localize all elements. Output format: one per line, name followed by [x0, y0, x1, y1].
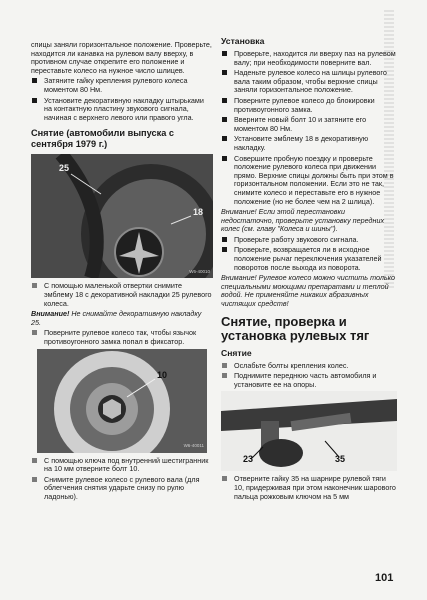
bullet-square-icon — [222, 136, 227, 141]
bullet-square-icon — [222, 98, 227, 103]
bullet-square-icon — [32, 98, 37, 103]
bullet-square-icon — [222, 476, 227, 481]
list-item: Совершите пробную поездку и проверьте положение рулевого колеса при движении прямо. Верхние спицы должны быть при этом в горизонтальном положении. Если это не так, снимите колесо и переставьте его в нужное положение (но не более чем на 2 шлица). — [221, 155, 397, 207]
list-item: Снимите рулевое колесо с рулевого вала (для облегчения снятия ударьте снизу по рулю ладонью). — [31, 476, 213, 502]
steering-wheel-photo — [31, 154, 213, 278]
photo-code: W6-40011 — [183, 442, 204, 448]
list-item: Отверните гайку 35 на шарнире рулевой тяги 10, придерживая при этом наконечник шарового пальца рожковым ключом на 5 мм — [221, 475, 397, 501]
list-item: Поверните рулевое колесо так, чтобы язычок противоугонного замка попал в фиксатор. — [31, 329, 213, 346]
photo-code: W6-40010 — [189, 268, 210, 274]
bullet-square-icon — [32, 283, 37, 288]
bullet-square-icon — [222, 117, 227, 122]
callout-label: 18 — [193, 207, 204, 218]
bullet-square-icon — [222, 156, 227, 161]
callout-label: 10 — [157, 369, 168, 380]
list-item: Затяните гайку крепления рулевого колеса моментом 80 Нм. — [31, 77, 213, 94]
section-heading: Установка — [221, 36, 265, 46]
list-item: Поднимите переднюю часть автомобиля и установите ее на опоры. — [221, 372, 397, 389]
left-column — [31, 41, 213, 503]
bullet-square-icon — [32, 330, 37, 335]
warning-note: Внимание! Если этой перестановки недостаточно, проверьте установку передних колес (см. главу "Колеса и шины"). — [221, 207, 385, 234]
bullet-square-icon — [222, 363, 227, 368]
bullet-square-icon — [222, 247, 227, 252]
chapter-heading: Снятие, проверка и установка рулевых тяг — [221, 313, 370, 343]
callout-label: 23 — [243, 454, 254, 465]
list-item: Ослабьте болты крепления колес. — [221, 362, 397, 371]
page-number: 101 — [375, 572, 394, 584]
section-heading: Снятие (автомобили выпуска с сентября 1979 г.) — [31, 128, 174, 150]
list-item: Установите декоративную накладку штырьками на контактную пластину звукового сигнала, начиная с верхнего левого или правого угла. — [31, 97, 213, 123]
list-item: Вверните новый болт 10 и затяните его моментом 80 Нм. — [221, 116, 397, 133]
warning-note: Внимание! Не снимайте декоративную накладку 25. — [31, 309, 202, 327]
list-item: Проверьте, возвращается ли в исходное положение рычаг переключения указателей поворотов после выхода из поворота. — [221, 246, 397, 272]
list-item: Проверьте работу звукового сигнала. — [221, 236, 397, 245]
bullet-square-icon — [222, 70, 227, 75]
list-item: Проверьте, находится ли вверху паз на рулевом валу; при необходимости поверните вал. — [221, 50, 397, 67]
intro-text: спицы заняли горизонтальное положение. Проверьте, находится ли канавка на рулевом валу вверху, в противном случае открепите его положение и переставьте колесо на нужное число шлицев. — [31, 40, 212, 75]
bullet-square-icon — [32, 458, 37, 463]
list-item: С помощью ключа под внутренний шестигранник на 10 мм отверните болт 10. — [31, 457, 213, 474]
bolt-photo — [37, 349, 207, 453]
list-item: Установите эмблему 18 в декоративную накладку. — [221, 135, 397, 152]
section-heading: Снятие — [221, 347, 252, 358]
bullet-square-icon — [32, 78, 37, 83]
list-item: Наденьте рулевое колесо на шлицы рулевого вала таким образом, чтобы верхние спицы заняли горизонтальное положение. — [221, 69, 397, 95]
list-item: Поверните рулевое колесо до блокировки противоугонного замка. — [221, 97, 397, 114]
bullet-square-icon — [222, 373, 227, 378]
tie-rod-photo — [221, 391, 397, 471]
callout-label: 35 — [335, 454, 346, 465]
right-column — [221, 36, 397, 503]
warning-note: Внимание! Рулевое колесо можно чистить только специальными моющими препаратами и теплой водой. Не применяйте никаких абразивных чистящих средств! — [221, 273, 396, 309]
callout-label: 25 — [59, 163, 70, 174]
bullet-square-icon — [222, 237, 227, 242]
bullet-square-icon — [222, 51, 227, 56]
bullet-square-icon — [32, 477, 37, 482]
list-item: С помощью маленькой отвертки снимите эмблему 18 с декоративной накладки 25 рулевого колеса. — [31, 282, 213, 308]
